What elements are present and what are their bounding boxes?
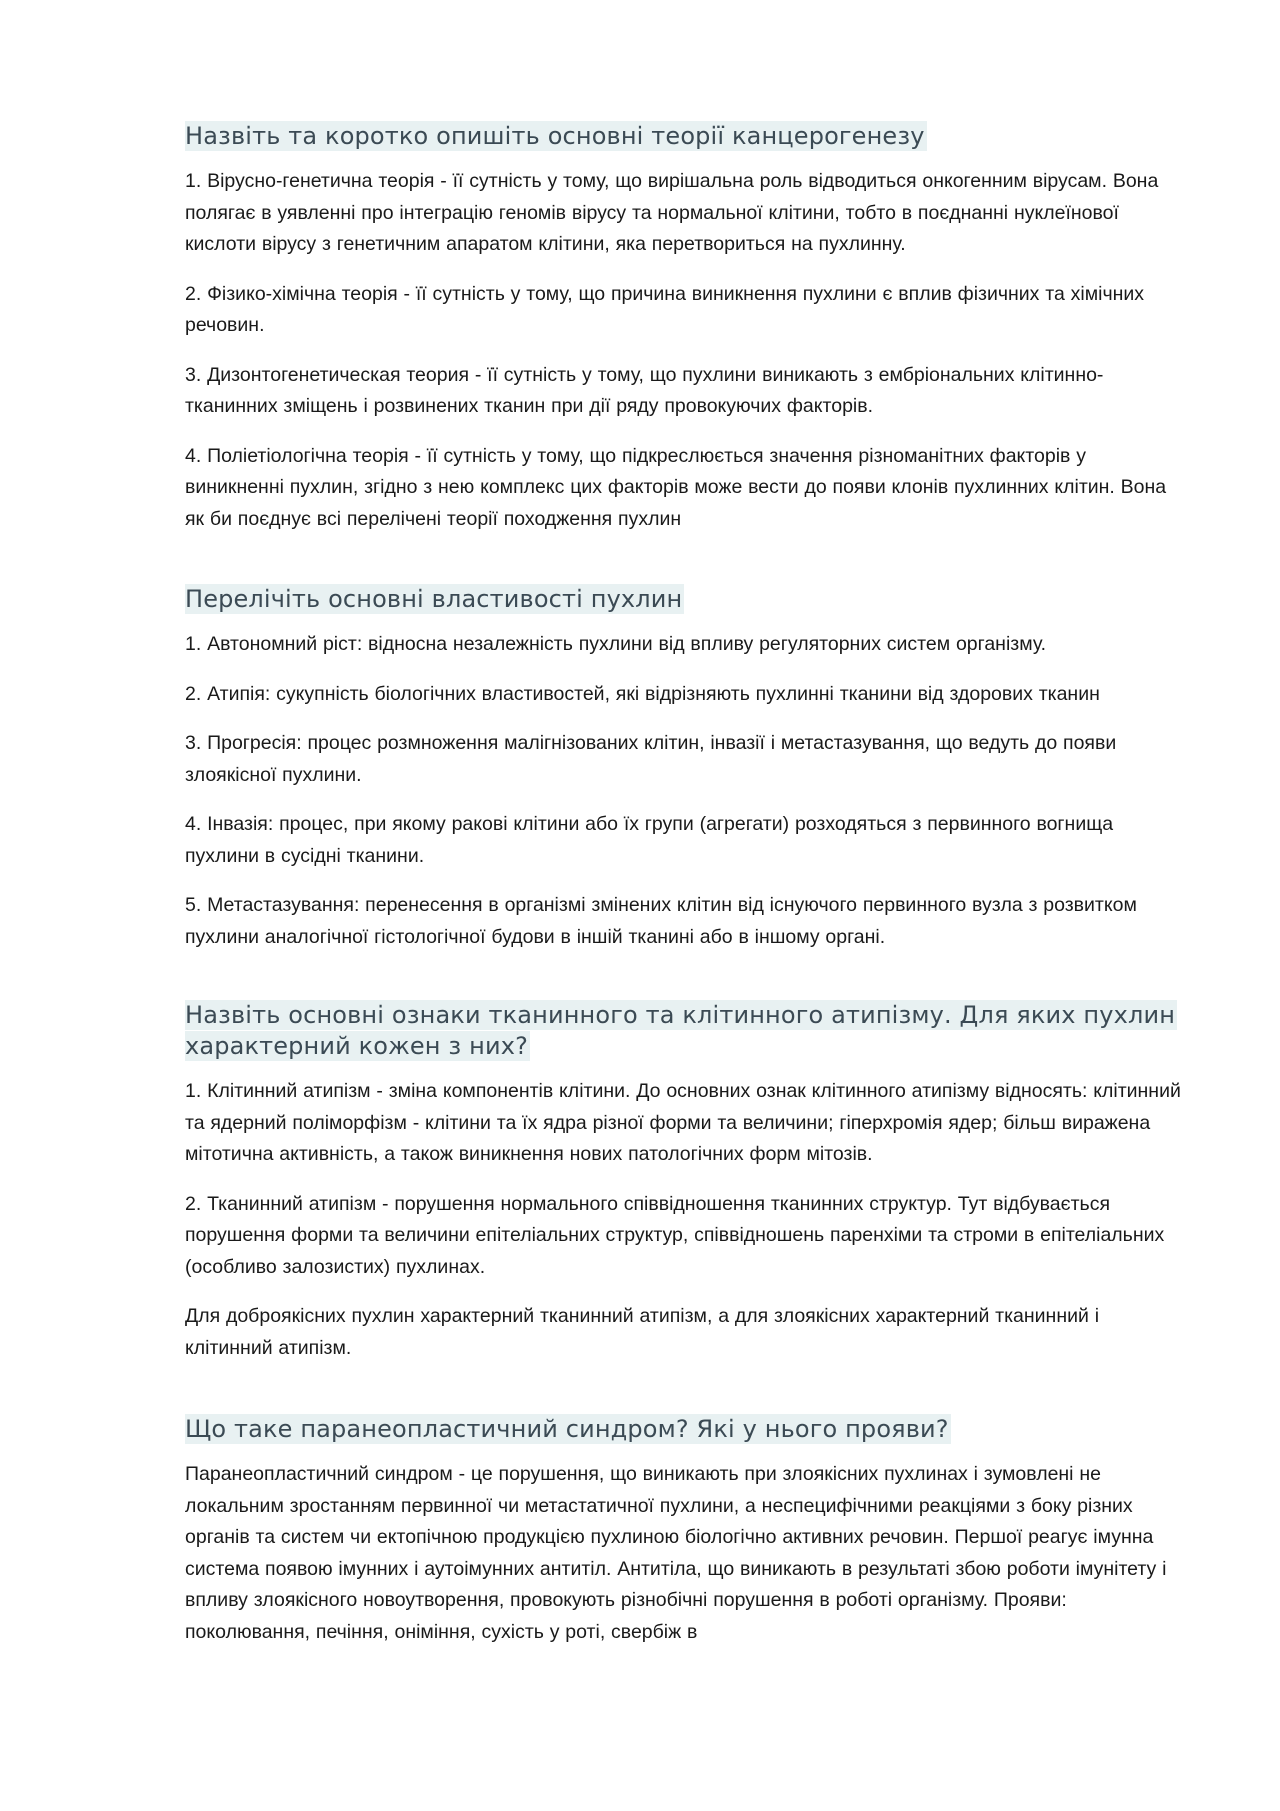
section-heading [185, 584, 1190, 615]
paragraph: 3. Дизонтогенетическая теория - її сутність у тому, що пухлини виникають з ембріональних клітинно-тканинних зміщень і розвинених тканин при дії ряду провокуючих факторів. [185, 363, 1104, 417]
paragraph: 2. Фізико-хімічна теорія - її сутність у тому, що причина виникнення пухлини є вплив фізичних та хімічних речовин. [185, 282, 1145, 336]
section-heading [185, 1000, 1190, 1062]
section-tumor-properties [185, 584, 1190, 953]
paragraph: 2. Атипія: сукупність біологічних властивостей, які відрізняють пухлинні тканини від здорових тканин [185, 682, 1100, 705]
paragraph: 4. Інвазія: процес, при якому ракові клітини або їх групи (агрегати) розходяться з первинного вогнища пухлини в сусідні тканини. [185, 813, 1114, 867]
paragraph: 1. Вірусно-генетична теорія - її сутність у тому, що вирішальна роль відводиться онкогенним вірусам. Вона полягає в уявленні про інтеграцію геномів вірусу та нормальної клітини, тобто в поєднанні нуклеїнової кислоти вірусу з генетичним апаратом клітини, яка перетвориться на пухлинну. [185, 170, 1159, 255]
heading-text: Назвіть та коротко опишіть основні теорії канцерогенезу [185, 122, 925, 150]
section-carcinogenesis-theories [185, 121, 1190, 535]
paragraph: 5. Метастазування: перенесення в організмі змінених клітин від існуючого первинного вузла з розвитком пухлини аналогічної гістологічної будови в іншій тканині або в іншому органі. [185, 894, 1137, 948]
heading-text: Перелічіть основні властивості пухлин [185, 585, 683, 613]
paragraph: 4. Поліетіологічна теорія - її сутність у тому, що підкреслюється значення різноманітних факторів у виникненні пухлин, згідно з нею комплекс цих факторів може вести до появи клонів пухлинних клітин. Вона як би поєднує всі перелічені теорії походження пухлин [185, 444, 1167, 530]
paragraph: 1. Автономний ріст: відносна незалежність пухлини від впливу регуляторних систем організму. [185, 633, 1047, 655]
section-heading [185, 121, 1190, 152]
paragraph: 1. Клітинний атипізм - зміна компонентів клітини. До основних ознак клітинного атипізму відносять: клітинний та ядерний поліморфізм - клітини та їх ядра різної форми та величини; гіперхромія ядер; більш виражена мітотична активність, а також виникнення нових патологічних форм мітозів. [185, 1080, 1181, 1165]
paragraph: Паранеопластичний синдром - це порушення, що виникають при злоякісних пухлинах і зумовлені не локальним зростанням первинної чи метастатичної пухлини, а неспецифічними реакціями з боку різних органів та систем чи ектопічною продукцією пухлиною біологічно активних речовин. Першої реагує імунна система появою імунних і аутоімунних антитіл. Антитіла, що виникають в результаті збою роботи імунітету і впливу злоякісного новоутворення, провокують різнобічні порушення в роботі організму. Прояви: поколювання, печіння, оніміння, сухість у роті, свербіж в [185, 1463, 1167, 1643]
section-atypism [185, 1000, 1190, 1364]
section-heading [185, 1414, 1190, 1445]
paragraph: 3. Прогресія: процес розмноження малігнізованих клітин, інвазії і метастазування, що ведуть до появи злоякісної пухлини. [185, 732, 1117, 786]
section-paraneoplastic-syndrome [185, 1414, 1190, 1648]
paragraph: Для доброякісних пухлин характерний тканинний атипізм, а для злоякісних характерний тканинний і клітинний атипізм. [185, 1305, 1100, 1359]
heading-text: Що таке паранеопластичний синдром? Які у нього прояви? [185, 1415, 949, 1443]
document-page [185, 0, 1190, 1811]
paragraph: 2. Тканинний атипізм - порушення нормального співвідношення тканинних структур. Тут відбувається порушення форми та величини епітеліальних структур, співвідношень паренхіми та строми в епітеліальних (особливо залозистих) пухлинах. [185, 1192, 1165, 1278]
heading-text: Назвіть основні ознаки тканинного та клітинного атипізму. Для яких пухлин характерний кожен з них? [185, 1001, 1176, 1060]
